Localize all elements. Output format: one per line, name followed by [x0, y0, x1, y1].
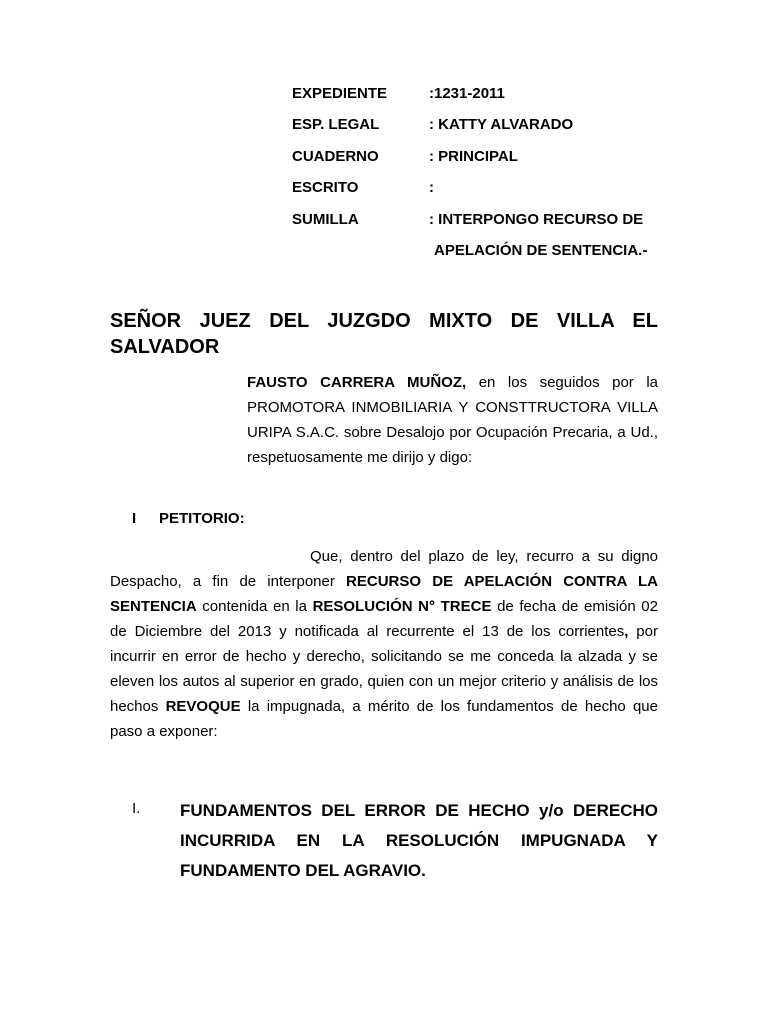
paragraph-text: Que, dentro del plazo de ley, recurro a su digno Despacho, a fin de interponer	[110, 548, 658, 590]
header-row-esp-legal	[292, 115, 692, 146]
paragraph-text: por incurrir en error de hecho y derecho, solicitando se me conceda la alzada y se eleven los autos al superior en grado, quien con un mejor criterio y análisis de los hechos	[110, 623, 658, 715]
header-row-sumilla	[292, 210, 692, 241]
section-fundamentos-number: I.	[132, 800, 141, 817]
header-label: ESP. LEGAL	[292, 116, 380, 134]
section-title: PETITORIO:	[159, 510, 245, 527]
paragraph-text: contenida en la	[196, 598, 313, 615]
petitioner-name: FAUSTO CARRERA MUÑOZ,	[247, 374, 467, 391]
header-value: :1231-2011	[429, 85, 505, 102]
paragraph-bold: RESOLUCIÓN N° TRECE	[312, 598, 492, 615]
paragraph-text: la impugnada, a mérito de los fundamentos de hecho que paso a exponer:	[110, 698, 658, 740]
header-value: APELACIÓN DE SENTENCIA.-	[434, 241, 648, 259]
header-row-expediente	[292, 84, 692, 115]
section-number: I	[132, 510, 137, 527]
paragraph-text: de fecha de emisión 02 de Diciembre del 2013 y notificada al recurrente el 13 de los corrientes	[110, 598, 658, 640]
header-row-cuaderno	[292, 147, 692, 178]
header-value: : KATTY ALVARADO	[429, 116, 574, 134]
header-value: : PRINCIPAL	[429, 147, 518, 165]
header-label: ESCRITO	[292, 179, 359, 197]
header-row-escrito	[292, 178, 692, 209]
section-fundamentos-title: FUNDAMENTOS DEL ERROR DE HECHO y/o DERECHO INCURRIDA EN LA RESOLUCIÓN IMPUGNADA Y FUNDAMENTO DEL AGRAVIO.	[180, 801, 658, 880]
header-value: : INTERPONGO RECURSO DE	[429, 210, 644, 228]
header-label: SUMILLA	[292, 210, 359, 228]
paragraph-bold: ,	[624, 623, 629, 640]
petitorio-paragraph	[110, 544, 658, 744]
paragraph-bold: RECURSO DE APELACIÓN CONTRA LA SENTENCIA	[110, 573, 658, 615]
header-label: CUADERNO	[292, 147, 379, 165]
header-value: :	[429, 179, 434, 197]
section-petitorio-heading	[132, 510, 245, 527]
header-row-sumilla-continuation	[292, 241, 692, 272]
addressee-heading: SEÑOR JUEZ DEL JUZGDO MIXTO DE VILLA EL SALVADOR	[110, 310, 658, 358]
intro-paragraph	[247, 370, 658, 470]
header-label: EXPEDIENTE	[292, 85, 388, 102]
intro-text: en los seguidos por la PROMOTORA INMOBILIARIA Y CONSTTRUCTORA VILLA URIPA S.A.C. sobre Desalojo por Ocupación Precaria, a Ud., respetuosamente me dirijo y digo:	[247, 374, 658, 466]
case-header	[292, 84, 692, 272]
paragraph-bold: REVOQUE	[165, 698, 241, 715]
